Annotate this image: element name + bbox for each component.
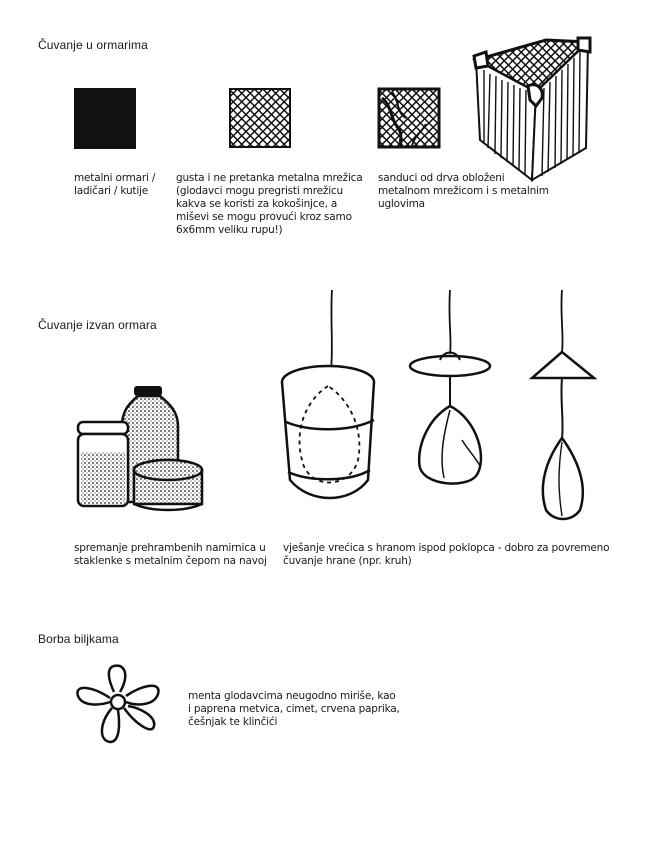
mesh-wood-box-icon (378, 88, 440, 150)
caption-jars: spremanje prehrambenih namirnica u staklenke s metalnim čepom na navoj (74, 542, 267, 567)
caption-metal-cabinets: metalni ormari / ladičari / kutije (74, 172, 156, 197)
caption-hanging-bags: vješanje vrećica s hranom ispod poklopca - dobro za povremeno čuvanje hrane (npr. kruh) (283, 542, 610, 567)
hanging-bucket-icon (280, 290, 380, 508)
caption-plants: menta glodavcima neugodno miriše, kao i paprena metvica, cimet, crvena paprika, češnjak te klinčići (188, 690, 400, 728)
caption-wood-crates: sanduci od drva obloženi metalnom mrežicom i s metalnim uglovima (378, 172, 549, 210)
jars-icon (72, 382, 208, 516)
section-title-outside: Čuvanje izvan ormara (38, 318, 157, 332)
metal-box-icon (74, 88, 136, 150)
section-title-plants: Borba biljkama (38, 632, 119, 646)
flower-icon (70, 662, 164, 746)
caption-metal-mesh: gusta i ne pretanka metalna mrežica (glodavci mogu pregristi mrežicu kakva se koristi za kokošinjce, a miševi se mogu provući kroz samo 6x6mm veliku rupu!) (176, 172, 363, 236)
mesh-box-icon (229, 88, 291, 150)
mesh-crate-icon (466, 30, 596, 182)
hanging-bag-lid-icon (406, 290, 494, 492)
hanging-bag-cone-icon (528, 290, 600, 522)
section-title-cabinets: Čuvanje u ormarima (38, 38, 148, 52)
